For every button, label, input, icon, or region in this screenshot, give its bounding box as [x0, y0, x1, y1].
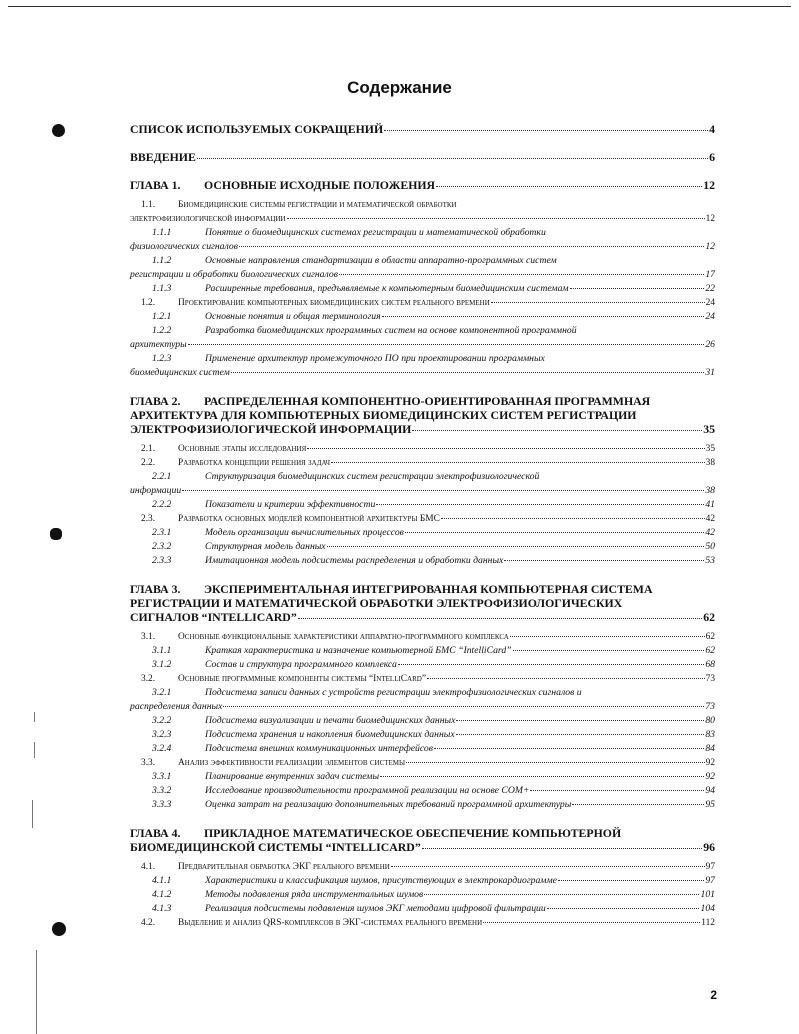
toc-number: 2.1.: [141, 444, 156, 454]
toc-leader: [504, 560, 704, 561]
toc-page: 94: [705, 785, 715, 796]
toc-number: 1.1.3: [152, 283, 172, 294]
toc-page: 35: [703, 422, 715, 436]
toc-line: [130, 352, 715, 366]
toc-entry: [130, 512, 715, 526]
toc-line: [130, 198, 715, 212]
toc-row: [130, 498, 715, 512]
toc-entry: [130, 630, 715, 644]
toc-leader: [436, 186, 702, 187]
toc-title: Разработка биомедицинских программных систем на основе компонентной программной: [205, 325, 577, 336]
toc-page: 4: [709, 122, 715, 136]
toc-leader: [406, 762, 705, 763]
toc-page: 42: [705, 527, 715, 538]
toc-number: ГЛАВА 2.: [130, 394, 181, 408]
toc-title: биомедицинских систем: [130, 367, 230, 378]
toc-entry: [130, 254, 715, 282]
table-of-contents: [130, 122, 715, 930]
toc-leader: [287, 218, 705, 219]
toc-page: 62: [703, 610, 715, 624]
toc-title: СИГНАЛОВ “INTELLICARD”: [130, 610, 297, 624]
toc-number: 3.2.2: [152, 715, 172, 726]
toc-page: 97: [705, 875, 715, 886]
toc-number: 2.2.2: [152, 499, 172, 510]
toc-number: 2.3.: [141, 514, 156, 524]
toc-entry: [130, 742, 715, 756]
toc-leader: [510, 636, 705, 637]
toc-entry: [130, 470, 715, 498]
toc-line: [130, 226, 715, 240]
toc-row: [130, 756, 715, 770]
scan-mark: [32, 800, 33, 828]
toc-leader: [441, 518, 705, 519]
toc-entry: [130, 122, 715, 136]
toc-entry: [130, 540, 715, 554]
page-title: Содержание: [347, 78, 452, 97]
scan-mark: [36, 950, 37, 1034]
toc-number: 3.3.3: [152, 799, 172, 810]
toc-entry: [130, 324, 715, 352]
toc-number: 1.2.2: [152, 325, 172, 336]
toc-entry: [130, 498, 715, 512]
scan-mark: [34, 712, 35, 722]
toc-leader: [456, 720, 704, 721]
punch-hole-mark: [50, 528, 62, 540]
toc-number: 3.3.1: [152, 771, 172, 782]
toc-leader: [188, 344, 705, 345]
toc-row: [130, 456, 715, 470]
toc-title: Подсистема визуализации и печати биомедицинских данных: [205, 715, 456, 726]
toc-title: Предварительная обработка ЭКГ реального времени: [178, 862, 390, 872]
toc-title: Проектирование компьютерных биомедицинских систем реального времени: [178, 298, 490, 308]
toc-page: 17: [705, 269, 715, 280]
toc-page: 73: [705, 674, 715, 684]
toc-row: [130, 150, 715, 164]
toc-title: СПИСОК ИСПОЛЬЗУЕМЫХ СОКРАЩЕНИЙ: [130, 122, 384, 136]
toc-leader: [491, 302, 705, 303]
toc-title: РЕГИСТРАЦИИ И МАТЕМАТИЧЕСКОЙ ОБРАБОТКИ ЭЛЕКТРОФИЗИОЛОГИЧЕСКИХ: [130, 596, 623, 610]
toc-number: 3.3.2: [152, 785, 172, 796]
toc-page: 38: [705, 485, 715, 496]
toc-title: Исследование производительности программной реализации на основе COM+: [205, 785, 530, 796]
toc-page: 38: [705, 458, 715, 468]
toc-title: АРХИТЕКТУРА ДЛЯ КОМПЬЮТЕРНЫХ БИОМЕДИЦИНСКИХ СИСТЕМ РЕГИСТРАЦИИ: [130, 408, 637, 422]
toc-row: [130, 888, 715, 902]
toc-leader: [384, 130, 708, 131]
toc-entry: [130, 902, 715, 916]
toc-title: Краткая характеристика и назначение компьютерной БМС “IntelliCard”: [205, 645, 512, 656]
toc-line: [130, 394, 715, 408]
toc-row: [130, 338, 715, 352]
toc-page: 97: [705, 862, 715, 872]
toc-row: [130, 784, 715, 798]
toc-number: 4.1.: [141, 862, 156, 872]
toc-title: Подсистема записи данных с устройств регистрации электрофизиологических сигналов и: [205, 687, 582, 698]
toc-page: 42: [705, 514, 715, 524]
toc-title: Основные этапы исследования: [178, 444, 307, 454]
punch-hole-mark: [52, 124, 65, 137]
toc-title: архитектуры: [130, 339, 187, 350]
toc-page: 41: [705, 499, 715, 510]
toc-leader: [239, 246, 704, 247]
toc-entry: [130, 394, 715, 436]
toc-row: [130, 860, 715, 874]
toc-row: [130, 212, 715, 226]
punch-hole-mark: [52, 922, 66, 936]
toc-entry: [130, 784, 715, 798]
toc-entry: [130, 826, 715, 854]
toc-row: [130, 770, 715, 784]
toc-entry: [130, 686, 715, 714]
toc-page: 24: [705, 311, 715, 322]
toc-title: Структуризация биомедицинских систем регистрации электрофизиологической: [205, 471, 540, 482]
toc-number: 1.2.1: [152, 311, 172, 322]
toc-line: [130, 470, 715, 484]
toc-page: 24: [705, 298, 715, 308]
toc-leader: [298, 618, 702, 619]
toc-leader: [427, 678, 705, 679]
toc-leader: [380, 776, 704, 777]
toc-title: Применение архитектур промежуточного ПО при проектировании программных: [205, 353, 545, 364]
toc-row: [130, 296, 715, 310]
toc-number: 4.1.2: [152, 889, 172, 900]
toc-page: 35: [705, 444, 715, 454]
toc-title: Показатели и критерии эффективности: [205, 499, 376, 510]
toc-leader: [197, 158, 708, 159]
toc-entry: [130, 728, 715, 742]
toc-row: [130, 658, 715, 672]
toc-entry: [130, 442, 715, 456]
toc-title: физиологических сигналов: [130, 241, 238, 252]
toc-title: Основные понятия и общая терминология: [205, 311, 381, 322]
toc-number: 2.3.2: [152, 541, 172, 552]
toc-title: Модель организации вычислительных процессов: [205, 527, 404, 538]
toc-entry: [130, 456, 715, 470]
toc-title: Анализ эффективности реализации элементов системы: [178, 758, 406, 768]
toc-number: 1.1.: [141, 200, 156, 210]
toc-row: [130, 714, 715, 728]
toc-page: 92: [705, 758, 715, 768]
toc-title: Понятие о биомедицинских системах регистрации и математической обработки: [205, 227, 546, 238]
toc-title: Структурная модель данных: [205, 541, 326, 552]
toc-leader: [398, 664, 704, 665]
toc-leader: [434, 748, 704, 749]
toc-page: 6: [709, 150, 715, 164]
toc-title: информации: [130, 485, 182, 496]
toc-entry: [130, 874, 715, 888]
toc-row: [130, 178, 715, 192]
page-number: 2: [710, 988, 717, 1002]
toc-title: Методы подавления ряда инструментальных шумов: [205, 889, 424, 900]
toc-entry: [130, 554, 715, 568]
toc-title: ПРИКЛАДНОЕ МАТЕМАТИЧЕСКОЕ ОБЕСПЕЧЕНИЕ КОМПЬЮТЕРНОЙ: [204, 826, 622, 840]
toc-line: [130, 596, 715, 610]
toc-row: [130, 512, 715, 526]
toc-entry: [130, 658, 715, 672]
toc-number: 4.1.3: [152, 903, 172, 914]
toc-row: [130, 672, 715, 686]
toc-title: Разработка концепции решения задач: [178, 458, 331, 468]
toc-row: [130, 282, 715, 296]
toc-row: [130, 916, 715, 930]
toc-page: 22: [705, 283, 715, 294]
toc-leader: [570, 288, 705, 289]
toc-title: Основные программные компоненты системы “IntelliCard”: [178, 674, 426, 684]
scan-mark: [34, 742, 35, 758]
toc-page: 12: [703, 178, 715, 192]
toc-number: 3.1.2: [152, 659, 172, 670]
toc-title: Основные функциональные характеристики аппаратно-программного комплекса: [178, 632, 509, 642]
toc-entry: [130, 714, 715, 728]
toc-leader: [513, 650, 705, 651]
toc-entry: [130, 672, 715, 686]
toc-leader: [327, 546, 705, 547]
toc-line: [130, 582, 715, 596]
toc-number: 1.1.2: [152, 255, 172, 266]
toc-leader: [307, 448, 704, 449]
toc-page: 101: [700, 889, 715, 900]
toc-page: 53: [705, 555, 715, 566]
toc-entry: [130, 888, 715, 902]
toc-page: 112: [701, 918, 715, 928]
toc-entry: [130, 352, 715, 380]
toc-page: 83: [705, 729, 715, 740]
toc-title: Выделение и анализ QRS-комплексов в ЭКГ-системах реального времени: [178, 918, 483, 928]
toc-row: [130, 798, 715, 812]
toc-row: [130, 526, 715, 540]
toc-number: 1.1.1: [152, 227, 172, 238]
toc-row: [130, 554, 715, 568]
toc-number: 3.2.1: [152, 687, 172, 698]
toc-row: [130, 268, 715, 282]
toc-page: 12: [705, 214, 715, 224]
toc-row: [130, 902, 715, 916]
toc-line: [130, 686, 715, 700]
toc-row: [130, 610, 715, 624]
toc-title: ЭКСПЕРИМЕНТАЛЬНАЯ ИНТЕГРИРОВАННАЯ КОМПЬЮТЕРНАЯ СИСТЕМА: [204, 582, 653, 596]
toc-number: 1.2.3: [152, 353, 172, 364]
toc-leader: [231, 372, 705, 373]
toc-title: Характеристики и классификация шумов, присутствующих в электрокардиограмме: [205, 875, 557, 886]
toc-row: [130, 742, 715, 756]
toc-number: 4.2.: [141, 918, 156, 928]
toc-entry: [130, 178, 715, 192]
toc-number: 2.2.: [141, 458, 156, 468]
toc-page: 92: [705, 771, 715, 782]
toc-entry: [130, 226, 715, 254]
toc-number: 3.2.4: [152, 743, 172, 754]
toc-leader: [223, 706, 704, 707]
toc-row: [130, 484, 715, 498]
toc-title: ВВЕДЕНИЕ: [130, 150, 196, 164]
toc-row: [130, 700, 715, 714]
toc-leader: [424, 894, 699, 895]
toc-row: [130, 310, 715, 324]
toc-number: 3.2.: [141, 674, 156, 684]
toc-title: Биомедицинские системы регистрации и математической обработки: [178, 200, 457, 210]
toc-leader: [405, 532, 704, 533]
toc-entry: [130, 526, 715, 540]
toc-entry: [130, 798, 715, 812]
toc-page: 68: [705, 659, 715, 670]
toc-entry: [130, 150, 715, 164]
toc-leader: [456, 734, 705, 735]
toc-page: 80: [705, 715, 715, 726]
toc-page: 50: [705, 541, 715, 552]
toc-page: 62: [705, 632, 715, 642]
toc-title: распределения данных: [130, 701, 223, 712]
toc-row: [130, 422, 715, 436]
top-rule: [8, 6, 791, 7]
toc-leader: [182, 490, 704, 491]
toc-number: 3.3.: [141, 758, 156, 768]
toc-line: [130, 408, 715, 422]
toc-row: [130, 240, 715, 254]
toc-number: 2.2.1: [152, 471, 172, 482]
toc-row: [130, 366, 715, 380]
toc-entry: [130, 282, 715, 296]
toc-row: [130, 122, 715, 136]
toc-page: 26: [705, 339, 715, 350]
toc-leader: [558, 880, 704, 881]
toc-number: ГЛАВА 3.: [130, 582, 181, 596]
toc-title: электрофизиологической информации: [130, 214, 286, 224]
toc-page: 104: [700, 903, 715, 914]
toc-row: [130, 840, 715, 854]
toc-title: ЭЛЕКТРОФИЗИОЛОГИЧЕСКОЙ ИНФОРМАЦИИ: [130, 422, 412, 436]
toc-title: Оценка затрат на реализацию дополнительных требований программной архитектуры: [205, 799, 572, 810]
toc-title: Расширенные требования, предъявляемые к компьютерным биомедицинским системам: [205, 283, 569, 294]
toc-leader: [331, 462, 705, 463]
toc-entry: [130, 770, 715, 784]
toc-entry: [130, 582, 715, 624]
toc-page: 84: [705, 743, 715, 754]
toc-number: 4.1.1: [152, 875, 172, 886]
toc-leader: [483, 922, 700, 923]
toc-leader: [422, 848, 702, 849]
toc-title: Реализация подсистемы подавления шумов ЭКГ методами цифровой фильтрации: [205, 903, 546, 914]
toc-number: 2.3.3: [152, 555, 172, 566]
toc-number: ГЛАВА 4.: [130, 826, 181, 840]
toc-page: 62: [705, 645, 715, 656]
toc-entry: [130, 916, 715, 930]
toc-entry: [130, 310, 715, 324]
toc-leader: [391, 866, 705, 867]
toc-row: [130, 442, 715, 456]
toc-title: Подсистема хранения и накопления биомедицинских данных: [205, 729, 455, 740]
toc-page: 96: [703, 840, 715, 854]
toc-title: регистрации и обработки биологических сигналов: [130, 269, 338, 280]
toc-line: [130, 324, 715, 338]
toc-title: Состав и структура программного комплекса: [205, 659, 397, 670]
toc-entry: [130, 296, 715, 310]
toc-leader: [572, 804, 704, 805]
toc-number: ГЛАВА 1.: [130, 178, 181, 192]
toc-leader: [530, 790, 704, 791]
toc-title: Основные направления стандартизации в области аппаратно-программных систем: [205, 255, 557, 266]
toc-entry: [130, 860, 715, 874]
toc-entry: [130, 198, 715, 226]
toc-number: 2.3.1: [152, 527, 172, 538]
toc-title: РАСПРЕДЕЛЕННАЯ КОМПОНЕНТНО-ОРИЕНТИРОВАННАЯ ПРОГРАММНАЯ: [204, 394, 651, 408]
toc-title: ОСНОВНЫЕ ИСХОДНЫЕ ПОЛОЖЕНИЯ: [204, 178, 436, 192]
toc-line: [130, 254, 715, 268]
toc-leader: [339, 274, 704, 275]
toc-title: Подсистема внешних коммуникационных интерфейсов: [205, 743, 433, 754]
toc-entry: [130, 756, 715, 770]
toc-title: Планирование внутренних задач системы: [205, 771, 380, 782]
toc-title: Имитационная модель подсистемы распределения и обработки данных: [205, 555, 504, 566]
toc-title: Разработка основных моделей компонентной архитектуры БМС: [178, 514, 440, 524]
toc-leader: [376, 504, 704, 505]
toc-row: [130, 630, 715, 644]
toc-page: 31: [705, 367, 715, 378]
toc-number: 3.1.: [141, 632, 156, 642]
toc-page: 95: [705, 799, 715, 810]
toc-row: [130, 728, 715, 742]
toc-row: [130, 644, 715, 658]
toc-entry: [130, 644, 715, 658]
toc-leader: [547, 908, 700, 909]
toc-title: БИОМЕДИЦИНСКОЙ СИСТЕМЫ “INTELLICARD”: [130, 840, 421, 854]
toc-leader: [382, 316, 705, 317]
toc-page: 73: [705, 701, 715, 712]
toc-leader: [412, 430, 702, 431]
toc-number: 3.2.3: [152, 729, 172, 740]
toc-number: 3.1.1: [152, 645, 172, 656]
toc-row: [130, 874, 715, 888]
toc-page: 12: [705, 241, 715, 252]
toc-line: [130, 826, 715, 840]
toc-number: 1.2.: [141, 298, 156, 308]
toc-row: [130, 540, 715, 554]
